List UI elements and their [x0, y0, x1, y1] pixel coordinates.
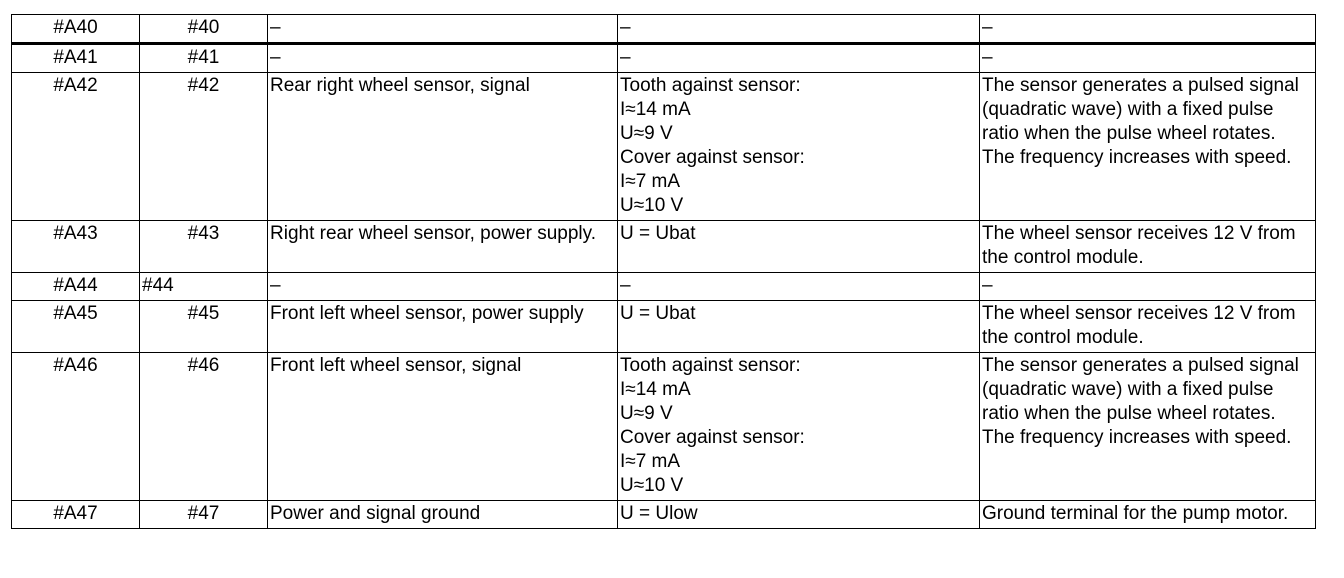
- a-pin-cell: #A43: [12, 221, 140, 273]
- description-text: Right rear wheel sensor, power supply.: [270, 223, 596, 244]
- pin-cell: #40: [140, 15, 268, 44]
- remark-cell: [980, 44, 1316, 73]
- value-line: Tooth against sensor:: [620, 75, 801, 96]
- remark-cell: [980, 15, 1316, 44]
- description-text: –: [270, 17, 281, 38]
- remark-text: The wheel sensor receives 12 V from the control module.: [982, 223, 1296, 268]
- description-cell: [268, 15, 618, 44]
- description-cell: [268, 273, 618, 301]
- remark-text: –: [982, 17, 993, 38]
- description-cell: [268, 73, 618, 221]
- value-cell: [618, 73, 980, 221]
- pin-cell: #43: [140, 221, 268, 273]
- remark-text: The sensor generates a pulsed signal (quadratic wave) with a fixed pulse ratio when the pulse wheel rotates. The frequency increases with speed.: [982, 355, 1299, 448]
- table-row: [12, 273, 1316, 301]
- description-text: Power and signal ground: [270, 503, 481, 524]
- value-cell: [618, 221, 980, 273]
- table-row: [12, 353, 1316, 501]
- table-row: [12, 73, 1316, 221]
- table-row: [12, 221, 1316, 273]
- table-row: [12, 501, 1316, 529]
- value-line: Tooth against sensor:: [620, 355, 801, 376]
- a-pin-cell: #A47: [12, 501, 140, 529]
- value-line: U≈10 V: [620, 475, 684, 496]
- value-line: U≈10 V: [620, 195, 684, 216]
- value-cell: [618, 501, 980, 529]
- value-cell: [618, 353, 980, 501]
- a-pin-cell: #A45: [12, 301, 140, 353]
- remark-cell: [980, 353, 1316, 501]
- value-line: Cover against sensor:: [620, 147, 805, 168]
- value-cell: [618, 44, 980, 73]
- description-cell: [268, 353, 618, 501]
- remark-text: The wheel sensor receives 12 V from the control module.: [982, 303, 1296, 348]
- table-row: [12, 301, 1316, 353]
- table-row: [12, 44, 1316, 73]
- description-text: –: [270, 47, 281, 68]
- a-pin-cell: #A42: [12, 73, 140, 221]
- table-row: [12, 15, 1316, 44]
- remark-text: The sensor generates a pulsed signal (quadratic wave) with a fixed pulse ratio when the pulse wheel rotates. The frequency increases with speed.: [982, 75, 1299, 168]
- remark-cell: [980, 301, 1316, 353]
- value-line: I≈14 mA: [620, 379, 691, 400]
- value-line: U = Ubat: [620, 223, 696, 244]
- remark-cell: [980, 73, 1316, 221]
- value-line: U = Ulow: [620, 503, 698, 524]
- value-line: –: [620, 275, 631, 296]
- pin-cell: #41: [140, 44, 268, 73]
- description-text: Front left wheel sensor, signal: [270, 355, 522, 376]
- pin-cell: #45: [140, 301, 268, 353]
- value-line: Cover against sensor:: [620, 427, 805, 448]
- value-line: U≈9 V: [620, 403, 673, 424]
- description-cell: [268, 301, 618, 353]
- remark-cell: [980, 501, 1316, 529]
- value-line: I≈14 mA: [620, 99, 691, 120]
- a-pin-cell: #A46: [12, 353, 140, 501]
- pin-cell: #46: [140, 353, 268, 501]
- description-text: Front left wheel sensor, power supply: [270, 303, 584, 324]
- description-text: –: [270, 275, 281, 296]
- value-line: –: [620, 47, 631, 68]
- value-cell: [618, 301, 980, 353]
- description-cell: [268, 501, 618, 529]
- remark-cell: [980, 221, 1316, 273]
- value-line: U≈9 V: [620, 123, 673, 144]
- description-text: Rear right wheel sensor, signal: [270, 75, 530, 96]
- a-pin-cell: #A44: [12, 273, 140, 301]
- value-line: U = Ubat: [620, 303, 696, 324]
- pin-table-body: [12, 15, 1316, 529]
- a-pin-cell: #A41: [12, 44, 140, 73]
- value-line: –: [620, 17, 631, 38]
- value-line: I≈7 mA: [620, 171, 681, 192]
- value-cell: [618, 15, 980, 44]
- description-cell: [268, 44, 618, 73]
- value-line: I≈7 mA: [620, 451, 681, 472]
- remark-text: –: [982, 275, 993, 296]
- value-cell: [618, 273, 980, 301]
- remark-cell: [980, 273, 1316, 301]
- remark-text: Ground terminal for the pump motor.: [982, 503, 1289, 524]
- pin-table: [11, 14, 1316, 529]
- remark-text: –: [982, 47, 993, 68]
- a-pin-cell: #A40: [12, 15, 140, 44]
- pin-cell: #44: [140, 273, 268, 301]
- description-cell: [268, 221, 618, 273]
- pin-cell: #47: [140, 501, 268, 529]
- pin-cell: #42: [140, 73, 268, 221]
